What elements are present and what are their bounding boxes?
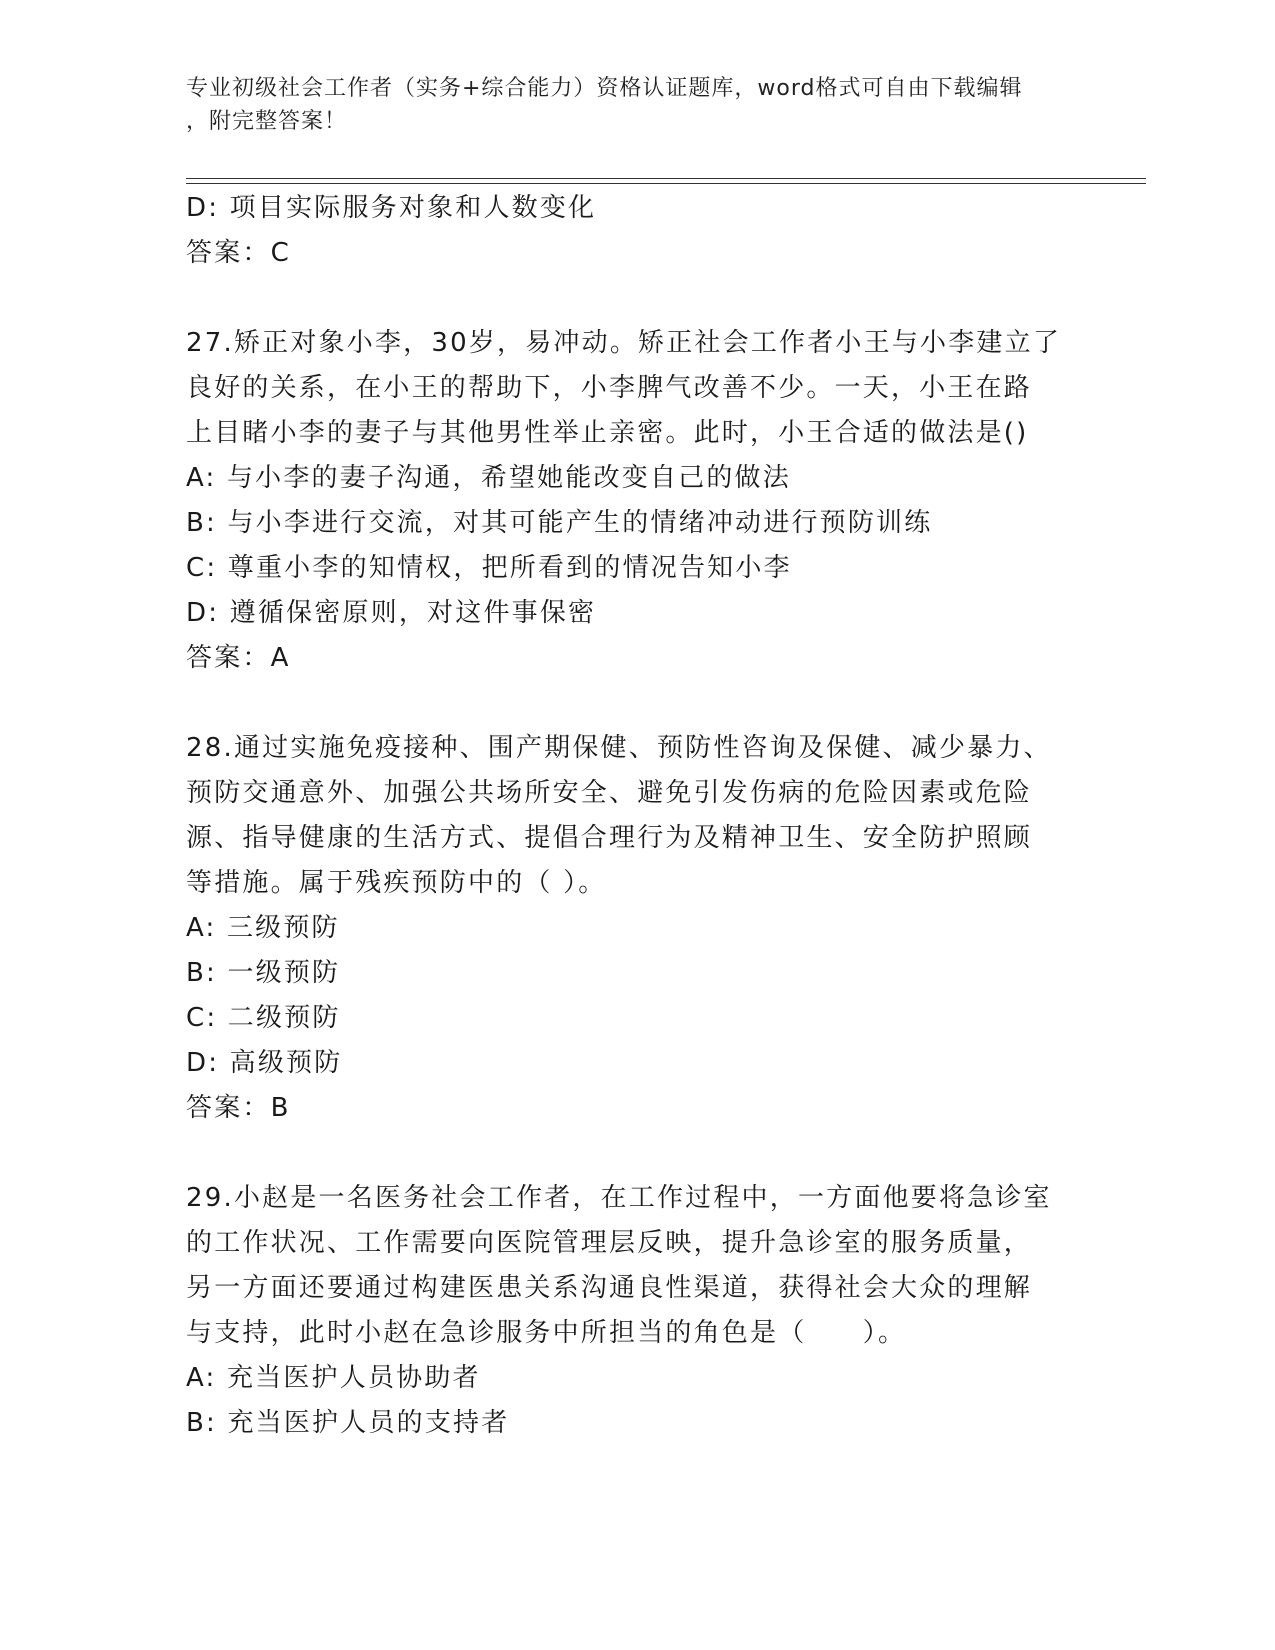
q27-stem-line-1: 27.矫正对象小李，30岁，易冲动。矫正社会工作者小王与小李建立了 [186, 328, 1062, 358]
q29-stem-line-4: 与支持，此时小赵在急诊服务中所担当的角色是（ ）。 [186, 1318, 907, 1348]
question-29 [186, 1176, 1086, 1446]
header-line-1: 专业初级社会工作者（实务+综合能力）资格认证题库，word格式可自由下载编辑 [186, 76, 1023, 101]
q27-stem-line-3: 上目睹小李的妻子与其他男性举止亲密。此时，小王合适的做法是() [186, 418, 1029, 448]
spacer [186, 1131, 1086, 1176]
q28-stem-line-4: 等措施。属于残疾预防中的（ ）。 [186, 868, 607, 898]
question-28 [186, 726, 1086, 1131]
spacer [186, 276, 1086, 321]
q29-stem-line-2: 的工作状况、工作需要向医院管理层反映，提升急诊室的服务质量， [186, 1228, 1033, 1258]
question-27 [186, 321, 1086, 681]
q29-option-a: A: 充当医护人员协助者 [186, 1363, 481, 1393]
q28-option-a: A: 三级预防 [186, 913, 340, 943]
q28-stem-line-2: 预防交通意外、加强公共场所安全、避免引发伤病的危险因素或危险 [186, 778, 1033, 808]
q29-stem-line-3: 另一方面还要通过构建医患关系沟通良性渠道，获得社会大众的理解 [186, 1273, 1033, 1303]
document-header [186, 72, 1086, 138]
q28-stem-line-1: 28.通过实施免疫接种、围产期保健、预防性咨询及保健、减少暴力、 [186, 733, 1052, 763]
q27-option-b: B: 与小李进行交流，对其可能产生的情绪冲动进行预防训练 [186, 508, 933, 538]
q28-option-c: C: 二级预防 [186, 1003, 341, 1033]
q28-option-b: B: 一级预防 [186, 958, 341, 988]
spacer [186, 681, 1086, 726]
q27-option-c: C: 尊重小李的知情权，把所看到的情况告知小李 [186, 553, 792, 583]
question-list [186, 186, 1086, 1446]
header-rule-bottom [186, 183, 1146, 184]
q28-stem-line-3: 源、指导健康的生活方式、提倡合理行为及精神卫生、安全防护照顾 [186, 823, 1033, 853]
q27-answer: 答案：A [186, 643, 291, 673]
q28-answer: 答案：B [186, 1093, 291, 1123]
question-26-tail [186, 186, 1086, 276]
q29-stem-line-1: 29.小赵是一名医务社会工作者，在工作过程中，一方面他要将急诊室 [186, 1183, 1052, 1213]
q26-option-d: D: 项目实际服务对象和人数变化 [186, 193, 597, 223]
q27-option-a: A: 与小李的妻子沟通，希望她能改变自己的做法 [186, 463, 791, 493]
q29-option-b: B: 充当医护人员的支持者 [186, 1408, 510, 1438]
q26-answer: 答案：C [186, 238, 291, 268]
q28-option-d: D: 高级预防 [186, 1048, 343, 1078]
q27-option-d: D: 遵循保密原则，对这件事保密 [186, 598, 597, 628]
header-rule-top [186, 178, 1146, 179]
header-line-2: ，附完整答案！ [186, 109, 348, 134]
q27-stem-line-2: 良好的关系，在小王的帮助下，小李脾气改善不少。一天，小王在路 [186, 373, 1033, 403]
